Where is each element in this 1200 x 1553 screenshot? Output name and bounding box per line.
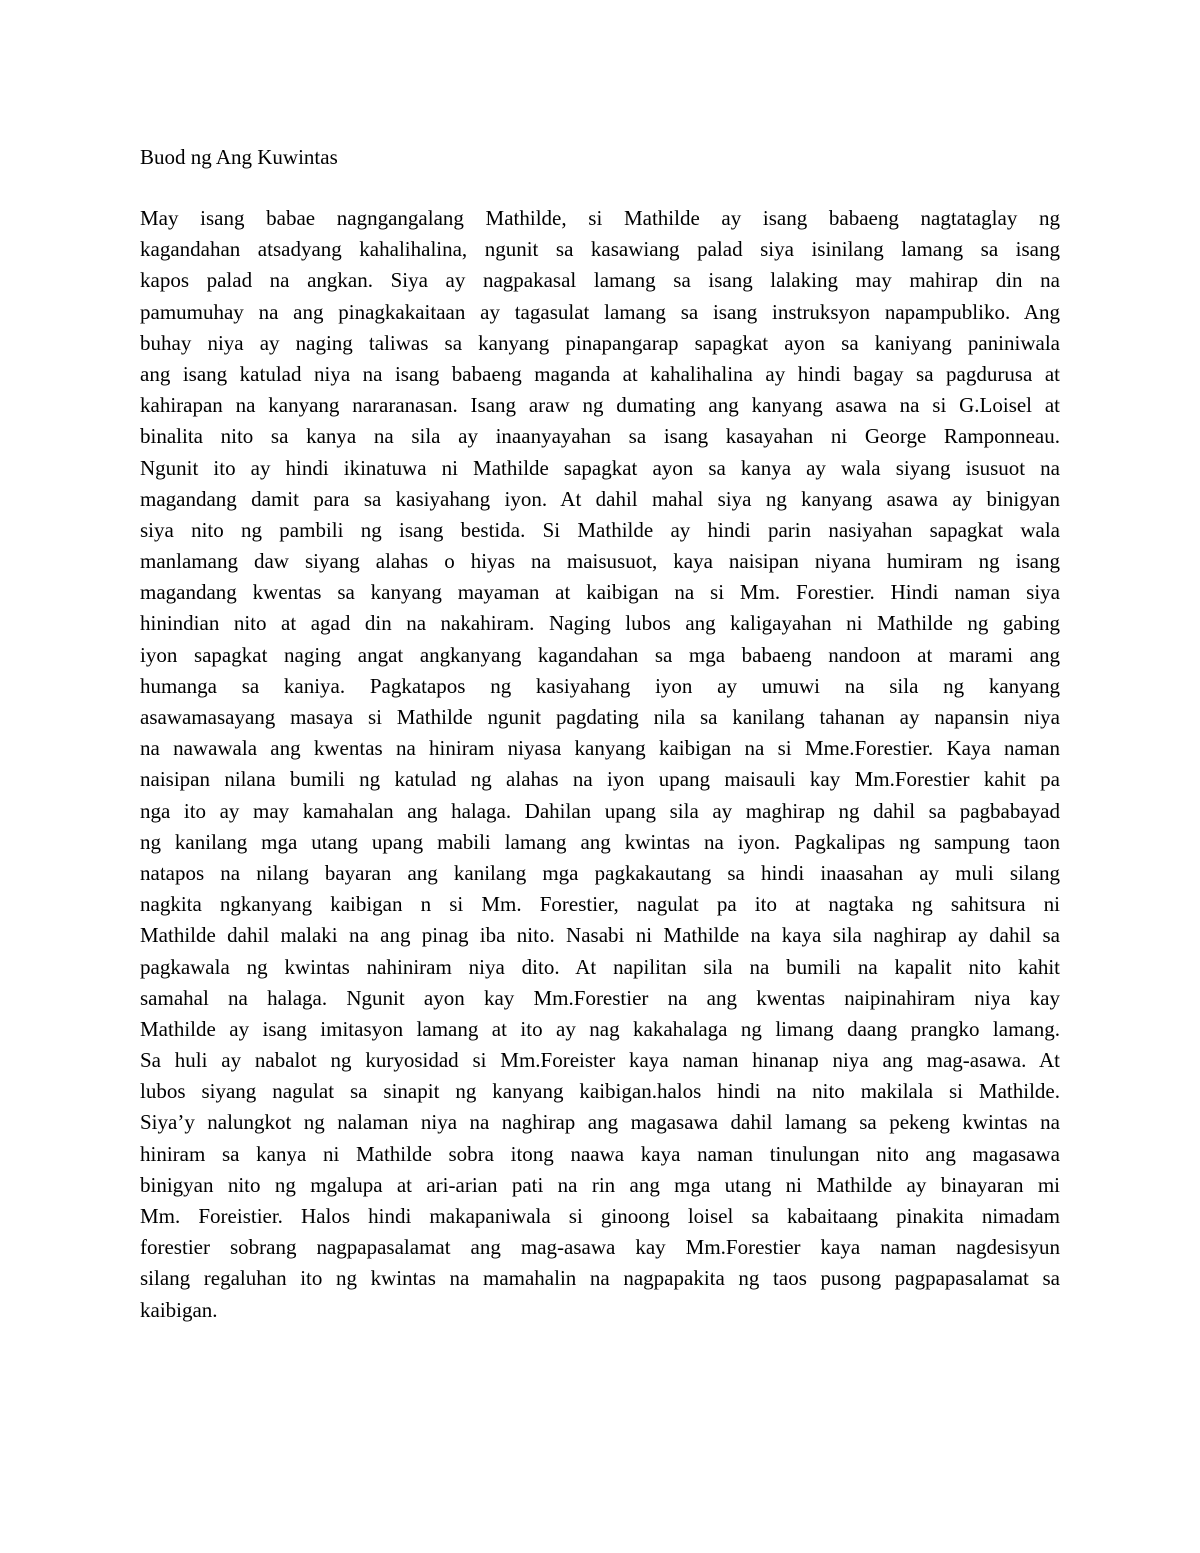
paragraph-line: kapos palad na angkan. Siya ay nagpakasal lamang sa isang lalaking may mahirap din na (140, 268, 1060, 293)
paragraph-line: Siya’y nalungkot ng nalaman niya na naghirap ang magasawa dahil lamang sa pekeng kwintas na (140, 1110, 1060, 1135)
paragraph-line: Ngunit ito ay hindi ikinatuwa ni Mathilde sapagkat ayon sa kanya ay wala siyang isusuot na (140, 455, 1060, 480)
document-body (140, 203, 1060, 1326)
paragraph-line: buhay niya ay naging taliwas sa kanyang pinapangarap sapagkat ayon sa kaniyang paniniwala (140, 330, 1060, 355)
paragraph-line: na nawawala ang kwentas na hiniram niyasa kanyang kaibigan na si Mme.Forestier. Kaya naman (140, 736, 1060, 761)
paragraph-line: siya nito ng pambili ng isang bestida. Si Mathilde ay hindi parin nasiyahan sapagkat wala (140, 517, 1060, 542)
paragraph-line: lubos siyang nagulat sa sinapit ng kanyang kaibigan.halos hindi na nito makilala si Mathilde. (140, 1079, 1060, 1104)
paragraph-line: silang regaluhan ito ng kwintas na mamahalin na nagpapakita ng taos pusong pagpapasalamat sa (140, 1266, 1060, 1291)
paragraph-line: pagkawala ng kwintas nahiniram niya dito. At napilitan sila na bumili na kapalit nito kahit (140, 954, 1060, 979)
paragraph-line: binigyan nito ng mgalupa at ari-arian pati na rin ang mga utang ni Mathilde ay binayaran mi (140, 1172, 1060, 1197)
paragraph-line: iyon sapagkat naging angat angkanyang kagandahan sa mga babaeng nandoon at marami ang (140, 642, 1060, 667)
paragraph-line: manlamang daw siyang alahas o hiyas na maisusuot, kaya naisipan niyana humiram ng isang (140, 549, 1060, 574)
paragraph-line: hinindian nito at agad din na nakahiram. Naging lubos ang kaligayahan ni Mathilde ng gabing (140, 611, 1060, 636)
paragraph-line: humanga sa kaniya. Pagkatapos ng kasiyahang iyon ay umuwi na sila ng kanyang (140, 673, 1060, 698)
paragraph-line: Sa huli ay nabalot ng kuryosidad si Mm.Foreister kaya naman hinanap niya ang mag-asawa. At (140, 1048, 1060, 1073)
paragraph-line: Mathilde ay isang imitasyon lamang at ito ay nag kakahalaga ng limang daang prangko lamang. (140, 1016, 1060, 1041)
paragraph-line: natapos na nilang bayaran ang kanilang mga pagkakautang sa hindi inaasahan ay muli silang (140, 860, 1060, 885)
paragraph-line: nga ito ay may kamahalan ang halaga. Dahilan upang sila ay maghirap ng dahil sa pagbabayad (140, 798, 1060, 823)
paragraph-line: hiniram sa kanya ni Mathilde sobra itong naawa kaya naman tinulungan nito ang magasawa (140, 1141, 1060, 1166)
paragraph-line: ng kanilang mga utang upang mabili lamang ang kwintas na iyon. Pagkalipas ng sampung taon (140, 829, 1060, 854)
paragraph-line: pamumuhay na ang pinagkakaitaan ay tagasulat lamang sa isang instruksyon napampubliko. Ang (140, 299, 1060, 324)
paragraph-line: kagandahan atsadyang kahalihalina, ngunit sa kasawiang palad siya isinilang lamang sa isang (140, 237, 1060, 262)
document-title: Buod ng Ang Kuwintas (140, 145, 338, 169)
paragraph-line: Mathilde dahil malaki na ang pinag iba nito. Nasabi ni Mathilde na kaya sila naghirap ay dahil sa (140, 923, 1060, 948)
paragraph-line: nagkita ngkanyang kaibigan n si Mm. Forestier, nagulat pa ito at nagtaka ng sahitsura ni (140, 892, 1060, 917)
paragraph-line: May isang babae nagngangalang Mathilde, si Mathilde ay isang babaeng nagtataglay ng (140, 206, 1060, 230)
paragraph-line: kaibigan. (140, 1297, 218, 1322)
paragraph-line: Mm. Foreistier. Halos hindi makapaniwala si ginoong loisel sa kabaitaang pinakita nimadam (140, 1204, 1060, 1228)
paragraph-line: naisipan nilana bumili ng katulad ng alahas na iyon upang maisauli kay Mm.Forestier kahit pa (140, 767, 1060, 792)
paragraph-line: samahal na halaga. Ngunit ayon kay Mm.Forestier na ang kwentas naipinahiram niya kay (140, 985, 1060, 1010)
paragraph-line: asawamasayang masaya si Mathilde ngunit pagdating nila sa kanilang tahanan ay napansin niya (140, 705, 1060, 729)
paragraph-line: forestier sobrang nagpapasalamat ang mag-asawa kay Mm.Forestier kaya naman nagdesisyun (140, 1235, 1060, 1260)
paragraph-line: kahirapan na kanyang nararanasan. Isang araw ng dumating ang kanyang asawa na si G.Loisel at (140, 393, 1060, 418)
paragraph-line: magandang damit para sa kasiyahang iyon. At dahil mahal siya ng kanyang asawa ay binigyan (140, 486, 1060, 511)
paragraph-line: binalita nito sa kanya na sila ay inaanyayahan sa isang kasayahan ni George Ramponneau. (140, 424, 1060, 449)
paragraph-line: magandang kwentas sa kanyang mayaman at kaibigan na si Mm. Forestier. Hindi naman siya (140, 580, 1060, 605)
paragraph-line: ang isang katulad niya na isang babaeng maganda at kahalihalina ay hindi bagay sa pagdurusa at (140, 361, 1060, 386)
